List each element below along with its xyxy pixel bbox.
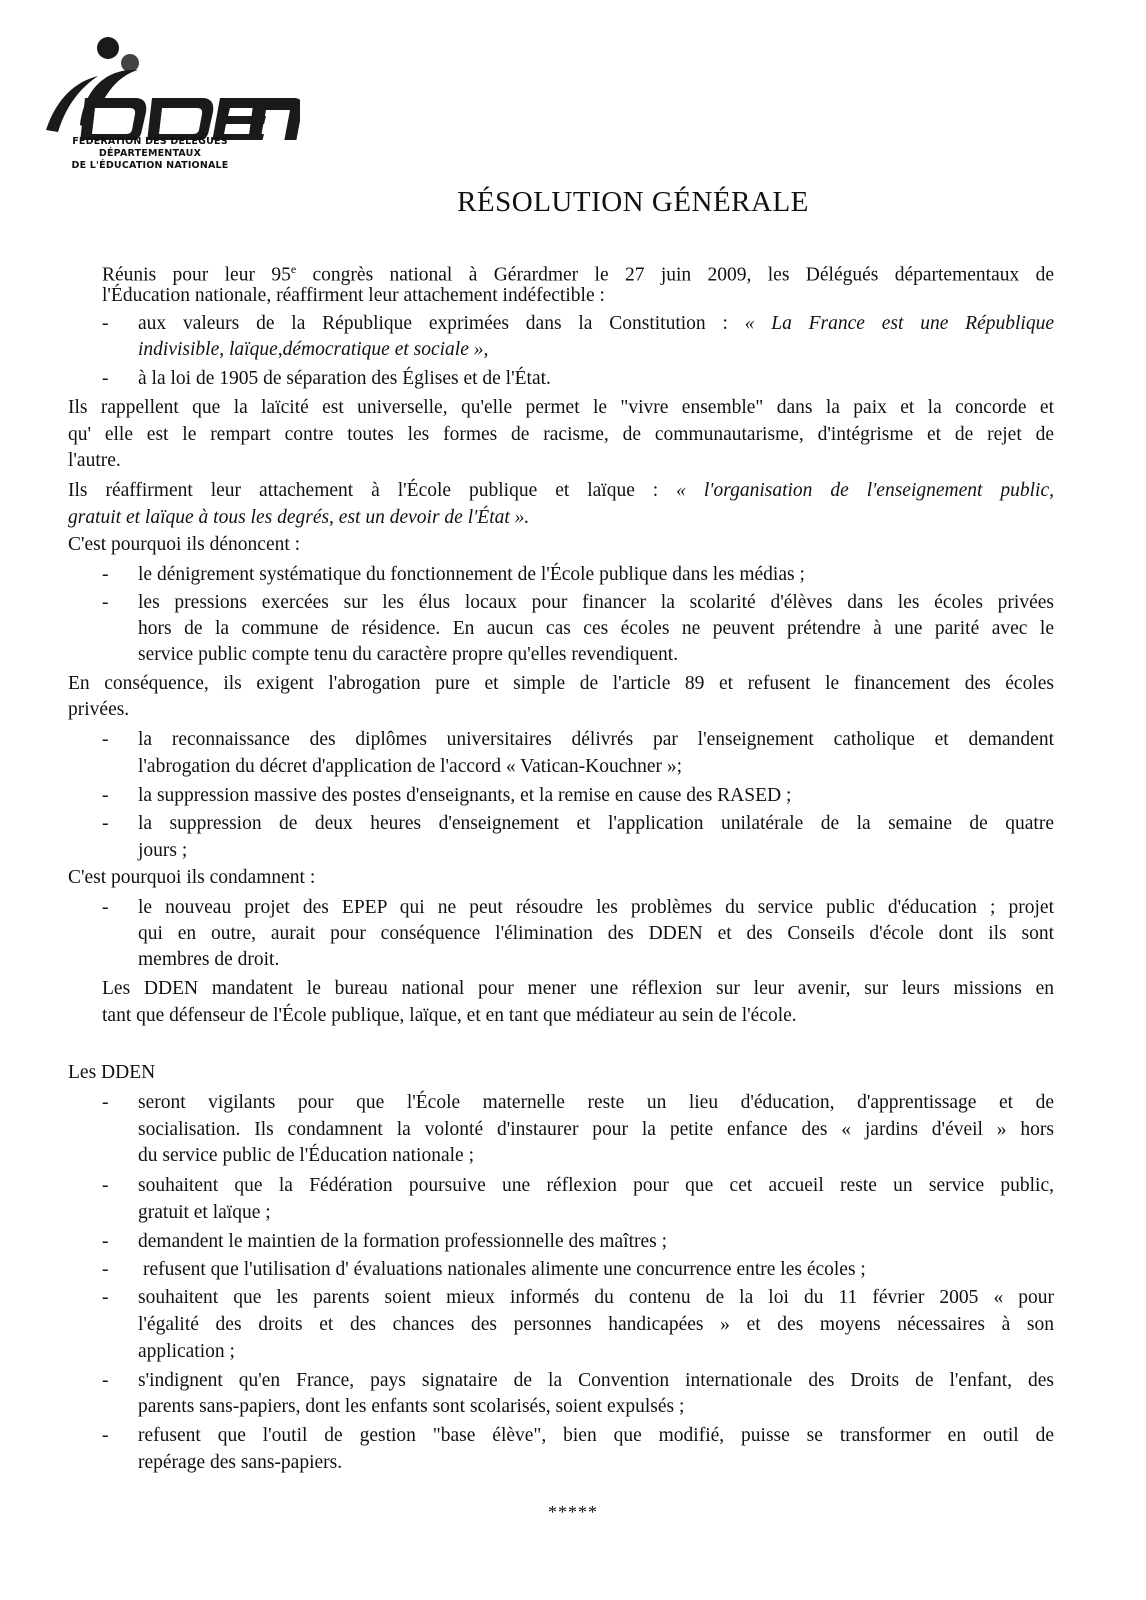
p6-intro: Les DDEN: [68, 1062, 156, 1083]
p6-bullet5-line3: application ;: [138, 1341, 235, 1362]
bullet-dash: -: [102, 813, 109, 834]
p5-bullet1-line2: qui en outre, aurait pour conséquence l'élimination des DDEN et des Conseils d'école dont ils sont: [138, 923, 1054, 944]
bullet-dash: -: [102, 897, 109, 918]
p6-bullet6-line1: s'indignent qu'en France, pays signataire de la Convention internationale des Droits de l'enfant, des: [138, 1370, 1054, 1391]
bullet-dash: -: [102, 1370, 109, 1391]
bullet-dash: -: [102, 729, 109, 750]
p4-bullet3-line2: jours ;: [138, 840, 188, 861]
p6-bullet5-line2: l'égalité des droits et des chances des personnes handicapées » et des moyens nécessaires à son: [138, 1314, 1054, 1335]
p4-line1: En conséquence, ils exigent l'abrogation pure et simple de l'article 89 et refusent le financement des écoles: [68, 673, 1054, 694]
bullet-dash: -: [102, 1231, 109, 1252]
p5-bullet1-line1: le nouveau projet des EPEP qui ne peut résoudre les problèmes du service public d'éducation ; projet: [138, 897, 1054, 918]
p3-line1: Ils réaffirment leur attachement à l'École publique et laïque : « l'organisation de l'enseignement public,: [68, 480, 1054, 501]
p5-line2: tant que défenseur de l'École publique, laïque, et en tant que médiateur au sein de l'école.: [102, 1005, 797, 1026]
p2-line2: qu' elle est le rempart contre toutes les formes de racisme, de communautarisme, d'intégrisme et de rejet de: [68, 424, 1054, 445]
p5-intro: C'est pourquoi ils condamnent :: [68, 867, 316, 888]
p6-bullet7-line2: repérage des sans-papiers.: [138, 1452, 343, 1473]
p6-bullet2-line2: gratuit et laïque ;: [138, 1202, 271, 1223]
p3-intro: C'est pourquoi ils dénoncent :: [68, 534, 301, 555]
dden-logo: [40, 30, 300, 200]
p6-bullet6-line2: parents sans-papiers, dont les enfants sont scolarisés, soient expulsés ;: [138, 1396, 685, 1417]
p3-bullet2-line1: les pressions exercées sur les élus locaux pour financer la scolarité d'élèves dans les écoles privées: [138, 592, 1054, 613]
closing-stars: *****: [548, 1502, 598, 1522]
document-title: RÉSOLUTION GÉNÉRALE: [457, 186, 809, 218]
logo-subtitle-line2: DE L'ÉDUCATION NATIONALE: [71, 160, 229, 171]
p1-bullet1-line1: aux valeurs de la République exprimées dans la Constitution : « La France est une République: [138, 313, 1054, 334]
p6-bullet1-line3: du service public de l'Éducation nationale ;: [138, 1145, 474, 1166]
p1-bullet2: à la loi de 1905 de séparation des Églises et de l'État.: [138, 368, 551, 389]
p4-bullet1-line2: l'abrogation du décret d'application de l'accord « Vatican-Kouchner »;: [138, 756, 683, 777]
p2-line3: l'autre.: [68, 450, 121, 471]
p6-bullet5-line1: souhaitent que les parents soient mieux informés du contenu de la loi du 11 février 2005 « pour: [138, 1287, 1054, 1308]
p5-bullet1-line3: membres de droit.: [138, 949, 280, 970]
p2-line1: Ils rappellent que la laïcité est universelle, qu'elle permet le "vivre ensemble" dans la paix et la concorde et: [68, 397, 1054, 418]
p3-bullet2-line2: hors de la commune de résidence. En aucun cas ces écoles ne peuvent prétendre à une parité avec le: [138, 618, 1054, 639]
p1-line2: l'Éducation nationale, réaffirment leur attachement indéfectible :: [102, 285, 605, 306]
bullet-dash: -: [102, 1092, 109, 1113]
bullet-dash: -: [102, 1259, 109, 1280]
bullet-dash: -: [102, 1287, 109, 1308]
logo-subtitle-line1: FÉDÉRATION DES DÉLÉGUÉS DÉPARTEMENTAUX: [72, 136, 228, 159]
p3-line2: gratuit et laïque à tous les degrés, est un devoir de l'État ».: [68, 507, 530, 528]
p5-line1: Les DDEN mandatent le bureau national pour mener une réflexion sur leur avenir, sur leurs missions en: [102, 978, 1054, 999]
bullet-dash: -: [102, 313, 109, 334]
bullet-dash: -: [102, 1175, 109, 1196]
logo-subtitle: [40, 136, 260, 172]
p6-bullet2-line1: souhaitent que la Fédération poursuive une réflexion pour que cet accueil reste un service public,: [138, 1175, 1054, 1196]
bullet-dash: -: [102, 1425, 109, 1446]
p6-bullet1-line1: seront vigilants pour que l'École maternelle reste un lieu d'éducation, d'apprentissage et de: [138, 1092, 1054, 1113]
p1-line1: Réunis pour leur 95e congrès national à Gérardmer le 27 juin 2009, les Délégués départementaux de: [102, 262, 1055, 286]
dden-logo-mark: [40, 30, 300, 140]
p4-bullet2: la suppression massive des postes d'enseignants, et la remise en cause des RASED ;: [138, 785, 792, 806]
bullet-dash: -: [102, 368, 109, 389]
p4-bullet1-line1: la reconnaissance des diplômes universitaires délivrés par l'enseignement catholique et demandent: [138, 729, 1054, 750]
p6-bullet1-line2: socialisation. Ils condamnent la volonté d'instaurer pour la petite enfance des « jardins d'éveil » hors: [138, 1119, 1054, 1140]
p6-bullet3: demandent le maintien de la formation professionnelle des maîtres ;: [138, 1231, 668, 1252]
bullet-dash: -: [102, 564, 109, 585]
p3-bullet1: le dénigrement systématique du fonctionnement de l'École publique dans les médias ;: [138, 564, 805, 585]
p4-bullet3-line1: la suppression de deux heures d'enseignement et l'application unilatérale de la semaine de quatre: [138, 813, 1054, 834]
bullet-dash: -: [102, 785, 109, 806]
p6-bullet4: refusent que l'utilisation d' évaluations nationales alimente une concurrence entre les écoles ;: [143, 1259, 866, 1280]
p6-bullet7-line1: refusent que l'outil de gestion "base élève", bien que modifié, puisse se transformer en outil de: [138, 1425, 1054, 1446]
p1-bullet1-line2: indivisible, laïque,démocratique et sociale »,: [138, 339, 489, 360]
p4-line2: privées.: [68, 699, 130, 720]
p3-bullet2-line3: service public compte tenu du caractère propre qu'elles revendiquent.: [138, 644, 679, 665]
bullet-dash: -: [102, 592, 109, 613]
